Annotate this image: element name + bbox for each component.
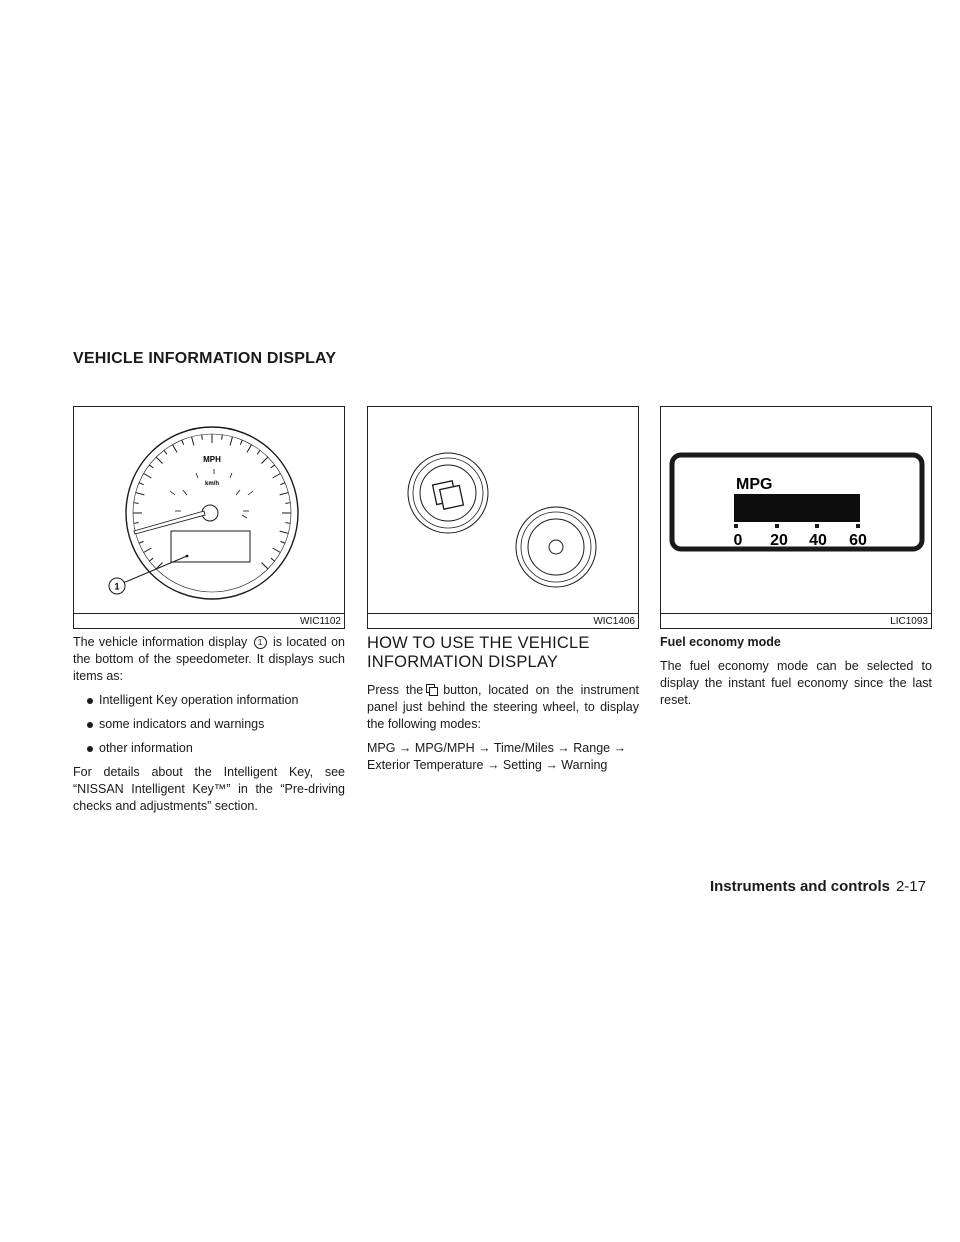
- display-button-icon: [433, 480, 464, 511]
- figure-display-button: [367, 406, 639, 629]
- list-item-text: some indicators and warnings: [99, 717, 265, 731]
- speedo-tick: [280, 493, 289, 495]
- press-paragraph: [367, 682, 639, 733]
- speedo-tick: [257, 450, 260, 454]
- bullet-icon: [87, 722, 93, 728]
- fuel-economy-heading: Fuel economy mode: [660, 635, 781, 649]
- speedo-tick: [280, 541, 285, 543]
- speedo-tick: [222, 435, 223, 440]
- speedo-tick: [149, 558, 153, 561]
- speedo-unit-mph: MPH: [203, 455, 221, 464]
- section-title: VEHICLE INFORMATION DISPLAY: [73, 350, 337, 367]
- mpg-illustration: [661, 407, 932, 629]
- figure-caption-rule: [74, 613, 344, 614]
- speedo-tick: [182, 440, 184, 445]
- speedo-tick: [273, 474, 281, 479]
- display-button-icon: [426, 684, 437, 695]
- details-paragraph: For details about the Intelligent Key, see “NISSAN Intelligent Key™” in the “Pre-driving checks and adjustments” section.: [73, 765, 345, 813]
- speedo-tick: [192, 437, 194, 446]
- speedo-tick: [285, 503, 290, 504]
- subsection-heading: HOW TO USE THE VEHICLE INFORMATION DISPLAY: [367, 634, 590, 671]
- speedo-tick: [173, 445, 178, 453]
- modes-paragraph: MPG → MPG/MPH → Time/Miles → Range → Exterior Temperature → Setting → Warning: [367, 741, 627, 772]
- column-3: [660, 634, 932, 716]
- list-item: [73, 740, 345, 757]
- speedo-tick: [280, 483, 285, 485]
- figure-caption-rule: [368, 613, 638, 614]
- speedo-tick: [261, 457, 267, 463]
- items-list: [73, 692, 345, 757]
- intro-paragraph: [73, 634, 345, 685]
- callout-1: 1: [114, 581, 120, 592]
- intro-after: is located on the bottom of the speedometer. It displays such items as:: [73, 635, 345, 683]
- figure-mpg-display: [660, 406, 932, 629]
- mpg-tick-label: 20: [770, 532, 788, 549]
- speedo-tick: [164, 450, 167, 454]
- speedo-tick: [144, 548, 152, 553]
- mpg-tick-label: 60: [849, 532, 867, 549]
- speedo-tick: [136, 493, 145, 495]
- figure-code: WIC1406: [593, 616, 635, 627]
- figure-caption-rule: [661, 613, 931, 614]
- callout-1-inline: 1: [254, 636, 267, 649]
- list-item-text: Intelligent Key operation information: [99, 693, 299, 707]
- speedo-tick: [285, 523, 290, 524]
- list-item: [73, 692, 345, 709]
- speedo-tick: [149, 465, 153, 468]
- press-after: button, located on the instrument panel just behind the steering wheel, to display the following modes:: [367, 683, 639, 731]
- fuel-economy-paragraph: The fuel economy mode can be selected to display the instant fuel economy since the last reset.: [660, 659, 932, 707]
- speedo-tick: [134, 503, 139, 504]
- speedometer-illustration: [74, 407, 345, 629]
- speedo-tick: [247, 445, 252, 453]
- speedo-tick: [230, 437, 232, 446]
- mpg-tick-label: 0: [733, 532, 743, 549]
- speedo-tick: [271, 465, 275, 468]
- page-number: 2-17: [895, 878, 926, 895]
- button-illustration: [368, 407, 639, 629]
- speedo-tick: [273, 548, 281, 553]
- column-2: [367, 634, 639, 781]
- press-before: Press the: [367, 683, 424, 697]
- bullet-icon: [87, 746, 93, 752]
- speedo-tick: [240, 440, 242, 445]
- mpg-label: MPG: [736, 476, 773, 493]
- speedo-tick: [280, 531, 289, 533]
- speedo-tick: [156, 457, 162, 463]
- figure-code: WIC1102: [300, 616, 341, 627]
- list-item-text: other information: [99, 741, 193, 755]
- speedo-tick: [202, 435, 203, 440]
- speedo-tick: [261, 562, 267, 568]
- mpg-bar: [734, 494, 860, 522]
- speedo-tick: [134, 523, 139, 524]
- speedo-unit-kmh: km/h: [204, 481, 220, 487]
- list-item: [73, 716, 345, 733]
- footer-section-title: Instruments and controls: [709, 878, 890, 895]
- speedo-tick: [144, 474, 152, 479]
- speedo-tick: [271, 558, 275, 561]
- intro-before: The vehicle information display: [73, 635, 248, 649]
- speedo-tick: [139, 483, 144, 485]
- page-footer: [710, 878, 926, 895]
- bullet-icon: [87, 698, 93, 704]
- column-1: [73, 634, 345, 822]
- mpg-tick-label: 40: [809, 532, 827, 549]
- figure-speedometer: [73, 406, 345, 629]
- speedo-tick: [139, 541, 144, 543]
- figure-code: LIC1093: [890, 616, 928, 627]
